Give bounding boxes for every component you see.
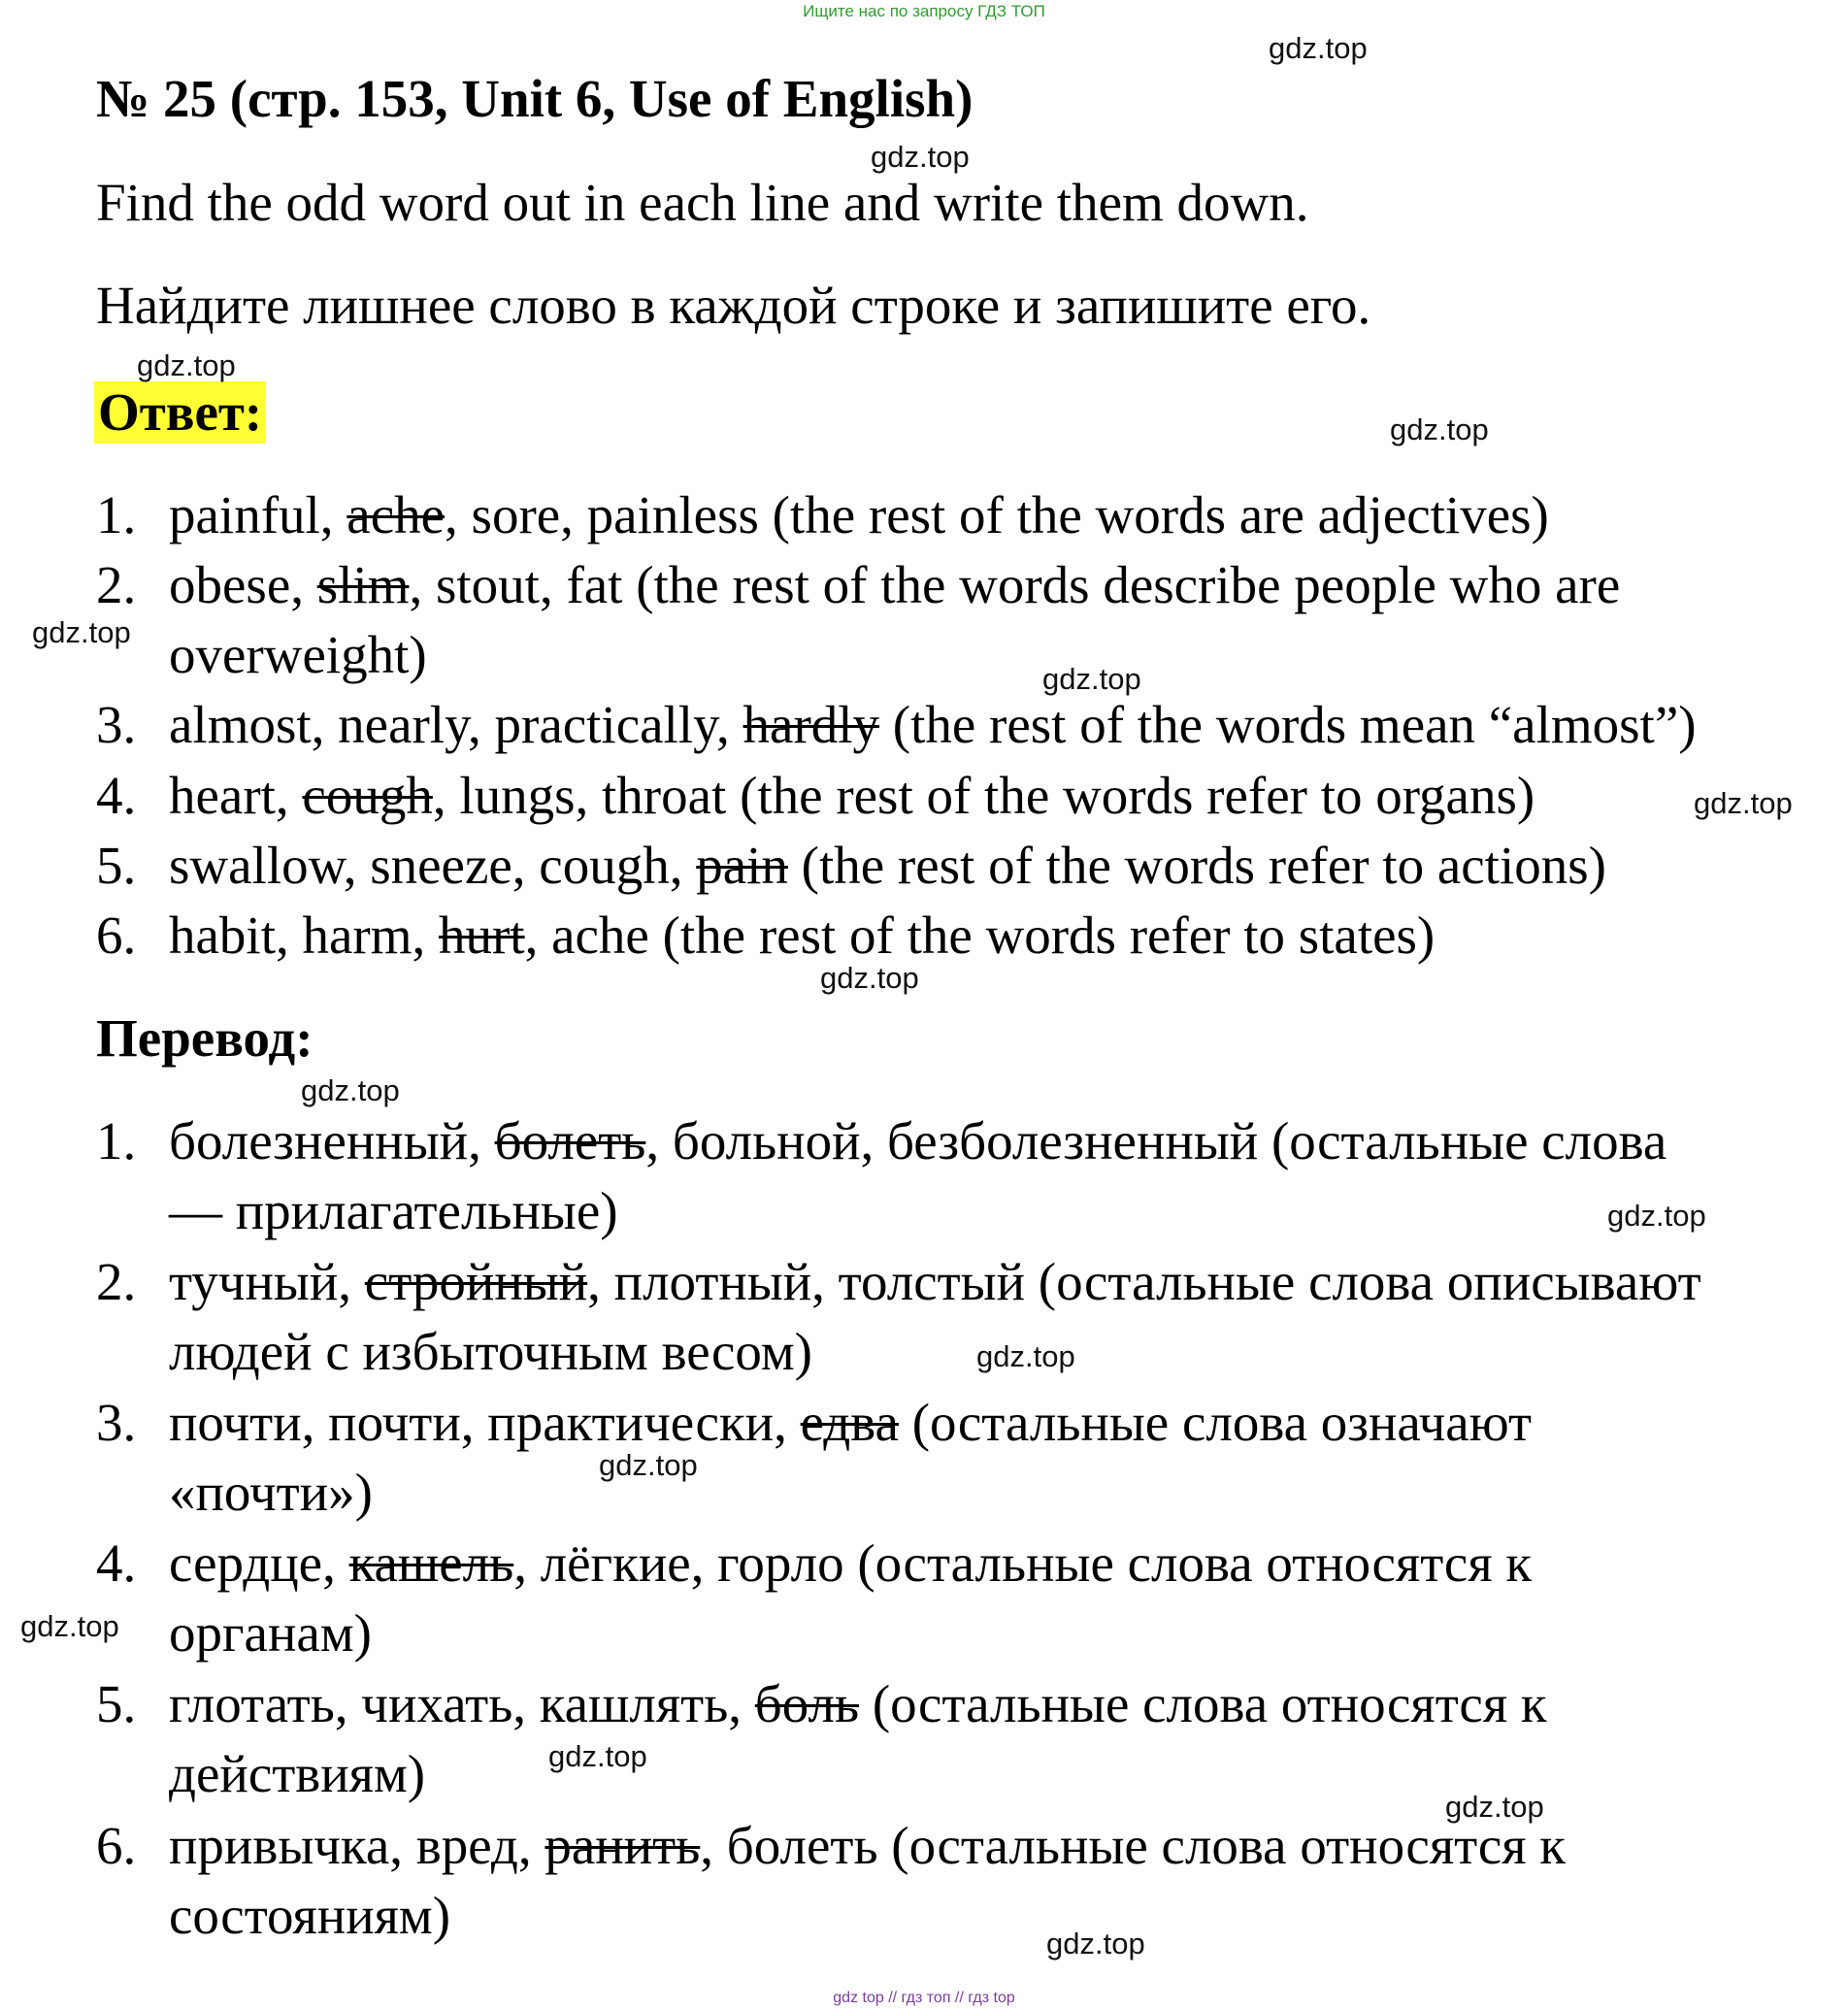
item-continuation: «почти») — [169, 1463, 373, 1522]
item-number: 6. — [96, 906, 137, 965]
watermark: gdz.top — [1445, 1790, 1544, 1824]
item-line — [169, 550, 1848, 620]
watermark: gdz.top — [1269, 31, 1368, 65]
watermark: gdz.top — [1607, 1199, 1706, 1233]
item-continuation: людей с избыточным весом) — [169, 1322, 812, 1381]
item-line — [169, 1669, 1848, 1739]
item-text-after: , лёгкие, горло (остальные слова относятся к — [513, 1533, 1533, 1593]
item-text-after: (the rest of the words refer to actions) — [787, 836, 1606, 895]
struck-word: slim — [316, 555, 410, 614]
item-number: 3. — [96, 695, 137, 754]
bottom-banner: gdz top // гдз топ // гдз top — [833, 1990, 1015, 2006]
item-number: 4. — [96, 1533, 137, 1593]
item-text-before: swallow, sneeze, cough, — [169, 836, 697, 895]
item-number: 1. — [96, 1111, 137, 1170]
item-text-before: painful, — [169, 485, 347, 544]
item-number: 3. — [96, 1393, 137, 1452]
item-line — [169, 901, 1848, 971]
struck-word: ache — [346, 485, 446, 544]
item-text-after: , ache (the rest of the words refer to states) — [524, 906, 1436, 965]
item-text-after: (остальные слова означают — [898, 1393, 1533, 1452]
item-text-after: , болеть (остальные слова относятся к — [700, 1816, 1567, 1875]
answer-heading: Ответ: — [94, 381, 266, 444]
item-line — [169, 831, 1848, 901]
item-text-before: тучный, — [169, 1252, 365, 1311]
item-line — [169, 690, 1848, 760]
item-text — [169, 901, 1848, 971]
item-text-before: almost, nearly, practically, — [169, 695, 743, 754]
item-continuation: overweight) — [169, 625, 427, 684]
item-text-before: сердце, — [169, 1533, 349, 1593]
item-number: 4. — [96, 766, 137, 825]
item-line — [169, 480, 1848, 550]
struck-word: hardly — [742, 695, 880, 754]
item-text-before: почти, почти, практически, — [169, 1393, 801, 1452]
task-english: Find the odd word out in each line and write them down. — [96, 173, 1309, 232]
struck-word: ранить — [544, 1816, 701, 1875]
item-text-after: , больной, безболезненный (остальные слова — [645, 1111, 1667, 1170]
item-number: 5. — [96, 836, 137, 895]
item-text-after: (остальные слова относятся к — [859, 1674, 1547, 1733]
item-text-before: глотать, чихать, кашлять, — [169, 1674, 755, 1733]
item-line — [169, 761, 1848, 831]
item-text-after: , плотный, толстый (остальные слова описывают — [587, 1252, 1701, 1311]
item-text-after: , lungs, throat (the rest of the words refer to organs) — [432, 766, 1535, 825]
watermark: gdz.top — [1390, 412, 1489, 446]
item-number: 1. — [96, 485, 137, 544]
item-number: 2. — [96, 1252, 137, 1311]
watermark: gdz.top — [1694, 786, 1793, 820]
watermark: gdz.top — [976, 1339, 1075, 1373]
watermark: gdz.top — [1046, 1927, 1145, 1961]
item-continuation: органам) — [169, 1603, 372, 1663]
item-text — [169, 690, 1848, 760]
top-banner: Ищите нас по запросу ГДЗ ТОП — [803, 2, 1045, 20]
item-number: 5. — [96, 1674, 137, 1733]
struck-word: стройный — [364, 1252, 588, 1311]
struck-word: кашель — [348, 1533, 514, 1593]
watermark: gdz.top — [301, 1073, 400, 1107]
struck-word: pain — [696, 836, 788, 895]
item-text-before: obese, — [169, 555, 317, 614]
item-text — [169, 1811, 1848, 1951]
page-title: № 25 (стр. 153, Unit 6, Use of English) — [96, 69, 974, 128]
item-text-after: , stout, fat (the rest of the words describe people who are — [409, 555, 1621, 614]
item-text-after: , sore, painless (the rest of the words are adjectives) — [445, 485, 1549, 544]
struck-word: cough — [302, 766, 433, 825]
struck-word: едва — [800, 1393, 899, 1452]
item-text-before: habit, harm, — [169, 906, 439, 965]
item-line — [169, 1388, 1848, 1458]
item-line — [169, 1106, 1848, 1176]
struck-word: hurt — [438, 906, 525, 965]
translation-heading: Перевод: — [96, 1008, 314, 1068]
struck-word: боль — [754, 1674, 860, 1733]
item-line — [169, 1811, 1848, 1881]
item-text-before: heart, — [169, 766, 303, 825]
struck-word: болеть — [494, 1111, 646, 1170]
item-text-after: (the rest of the words mean “almost”) — [879, 695, 1697, 754]
item-text-before: болезненный, — [169, 1111, 495, 1170]
item-text-before: привычка, вред, — [169, 1816, 545, 1875]
item-text — [169, 1529, 1848, 1668]
item-text — [169, 1388, 1848, 1528]
item-continuation: действиям) — [169, 1744, 426, 1803]
item-text — [169, 550, 1848, 690]
item-text — [169, 1106, 1848, 1246]
item-continuation: — прилагательные) — [169, 1181, 618, 1240]
watermark: gdz.top — [137, 348, 236, 382]
watermark: gdz.top — [871, 140, 970, 174]
watermark: gdz.top — [1042, 662, 1141, 696]
watermark: gdz.top — [548, 1739, 647, 1773]
item-number: 6. — [96, 1816, 137, 1875]
item-line — [169, 1529, 1848, 1598]
item-text — [169, 1669, 1848, 1809]
item-text — [169, 831, 1848, 901]
item-text — [169, 480, 1848, 550]
watermark: gdz.top — [32, 615, 131, 649]
watermark: gdz.top — [820, 961, 919, 995]
watermark: gdz.top — [20, 1609, 119, 1643]
item-line — [169, 1247, 1848, 1317]
task-russian: Найдите лишнее слово в каждой строке и запишите его. — [96, 276, 1371, 335]
item-continuation: состояниям) — [169, 1886, 451, 1945]
item-number: 2. — [96, 555, 137, 614]
item-text — [169, 761, 1848, 831]
watermark: gdz.top — [599, 1448, 698, 1482]
